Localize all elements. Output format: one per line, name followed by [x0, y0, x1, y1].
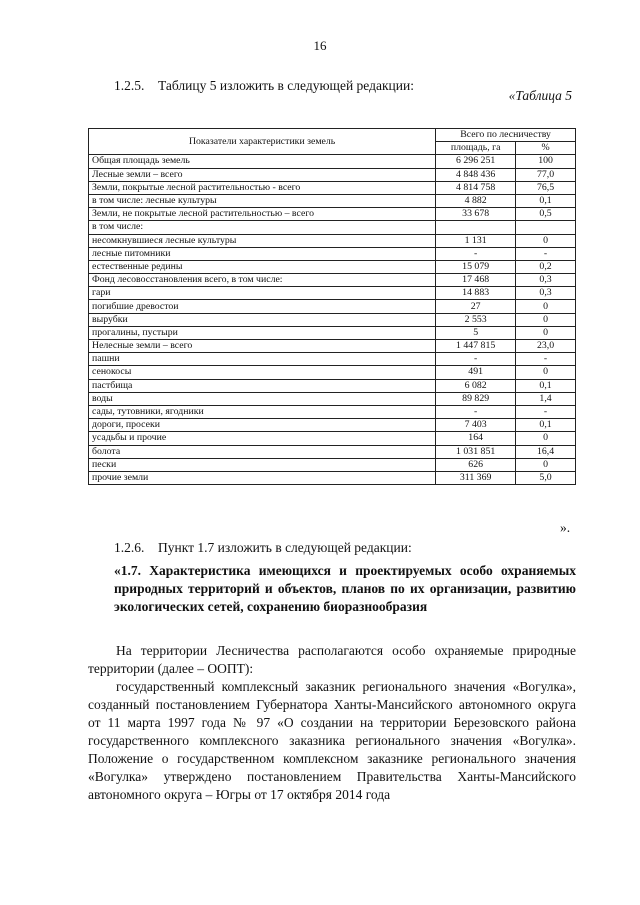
- page-number: 16: [313, 38, 327, 53]
- table-row: [89, 274, 576, 287]
- row-indicator: усадьбы и прочие: [89, 432, 436, 445]
- row-percent: 5,0: [516, 471, 576, 484]
- row-area: 4 882: [436, 194, 516, 207]
- row-percent: 100: [516, 155, 576, 168]
- table-row: [89, 458, 576, 471]
- row-indicator: болота: [89, 445, 436, 458]
- table-row: [89, 445, 576, 458]
- row-percent: 23,0: [516, 340, 576, 353]
- table-row: [89, 313, 576, 326]
- table-row: [89, 353, 576, 366]
- row-indicator: Нелесные земли – всего: [89, 340, 436, 353]
- row-area: 1 031 851: [436, 445, 516, 458]
- table-row: [89, 260, 576, 273]
- table-row: [89, 405, 576, 418]
- row-percent: 0,1: [516, 379, 576, 392]
- row-percent: 77,0: [516, 168, 576, 181]
- paragraph-oopt-intro: На территории Лесничества располагаются особо охраняемые природные территории (далее – ООПТ):: [88, 643, 576, 676]
- row-percent: -: [516, 353, 576, 366]
- item-number: 1.2.5.: [114, 78, 145, 93]
- table-row: [89, 366, 576, 379]
- row-indicator: в том числе: лесные культуры: [89, 194, 436, 207]
- row-area: 311 369: [436, 471, 516, 484]
- row-percent: 0,5: [516, 208, 576, 221]
- row-percent: 0: [516, 300, 576, 313]
- table-row: [89, 471, 576, 484]
- row-area: 5: [436, 326, 516, 339]
- row-percent: 0: [516, 313, 576, 326]
- table-caption: «Таблица 5: [508, 88, 572, 103]
- table-row: [89, 155, 576, 168]
- row-indicator: в том числе:: [89, 221, 436, 234]
- row-area: 4 814 758: [436, 181, 516, 194]
- row-area: 1 447 815: [436, 340, 516, 353]
- row-percent: 0: [516, 366, 576, 379]
- row-indicator: пастбища: [89, 379, 436, 392]
- row-percent: 0: [516, 234, 576, 247]
- row-indicator: Земли, не покрытые лесной растительностью – всего: [89, 208, 436, 221]
- table-row: [89, 432, 576, 445]
- table-row: [89, 168, 576, 181]
- row-percent: 76,5: [516, 181, 576, 194]
- row-percent: 0,3: [516, 274, 576, 287]
- row-indicator: сады, тутовники, ягодники: [89, 405, 436, 418]
- row-indicator: вырубки: [89, 313, 436, 326]
- row-indicator: гари: [89, 287, 436, 300]
- row-indicator: пашни: [89, 353, 436, 366]
- row-percent: 16,4: [516, 445, 576, 458]
- row-area: -: [436, 405, 516, 418]
- row-area: 27: [436, 300, 516, 313]
- row-area: 1 131: [436, 234, 516, 247]
- row-area: 14 883: [436, 287, 516, 300]
- table-row: [89, 194, 576, 207]
- row-indicator: прочие земли: [89, 471, 436, 484]
- table-row: [89, 300, 576, 313]
- row-area: 7 403: [436, 419, 516, 432]
- row-area: -: [436, 353, 516, 366]
- table-row: [89, 419, 576, 432]
- row-percent: 0: [516, 458, 576, 471]
- item-1-2-5: [114, 78, 414, 94]
- row-area: 33 678: [436, 208, 516, 221]
- row-area: 17 468: [436, 274, 516, 287]
- row-area: 491: [436, 366, 516, 379]
- section-heading: «1.7. Характеристика имеющихся и проектируемых особо охраняемых природных территорий и объектов, планов по их организации, развитию экологических сетей, сохранению биоразнообразия: [114, 563, 576, 614]
- row-indicator: Земли, покрытые лесной растительностью - всего: [89, 181, 436, 194]
- row-area: 2 553: [436, 313, 516, 326]
- land-characteristics-table: [88, 128, 576, 485]
- row-area: 164: [436, 432, 516, 445]
- header-area: площадь, га: [436, 142, 516, 155]
- row-indicator: дороги, просеки: [89, 419, 436, 432]
- header-percent: %: [516, 142, 576, 155]
- row-indicator: естественные редины: [89, 260, 436, 273]
- item-number: 1.2.6.: [114, 540, 145, 555]
- row-percent: 1,4: [516, 392, 576, 405]
- table-row: [89, 379, 576, 392]
- row-percent: -: [516, 405, 576, 418]
- closing-quote: ».: [560, 520, 571, 535]
- row-area: 626: [436, 458, 516, 471]
- row-percent: [516, 221, 576, 234]
- item-text: Таблицу 5 изложить в следующей редакции:: [158, 78, 414, 93]
- row-indicator: Общая площадь земель: [89, 155, 436, 168]
- table-row: [89, 287, 576, 300]
- table-row: [89, 326, 576, 339]
- table-row: [89, 247, 576, 260]
- row-indicator: пески: [89, 458, 436, 471]
- row-area: 89 829: [436, 392, 516, 405]
- row-indicator: Лесные земли – всего: [89, 168, 436, 181]
- row-indicator: несомкнувшиеся лесные культуры: [89, 234, 436, 247]
- row-area: 6 296 251: [436, 155, 516, 168]
- row-indicator: воды: [89, 392, 436, 405]
- row-area: -: [436, 247, 516, 260]
- row-percent: 0,2: [516, 260, 576, 273]
- header-group: Всего по лесничеству: [436, 129, 576, 142]
- table-body: [89, 155, 576, 485]
- row-percent: 0,3: [516, 287, 576, 300]
- row-percent: -: [516, 247, 576, 260]
- row-percent: 0: [516, 326, 576, 339]
- header-indicator: Показатели характеристики земель: [89, 129, 436, 155]
- item-1-2-6: [114, 540, 412, 556]
- table-row: [89, 181, 576, 194]
- table-row: [89, 340, 576, 353]
- row-indicator: лесные питомники: [89, 247, 436, 260]
- table-row: [89, 392, 576, 405]
- table-row: [89, 221, 576, 234]
- row-percent: 0,1: [516, 419, 576, 432]
- row-indicator: погибшие древостои: [89, 300, 436, 313]
- paragraph-vogulka: государственный комплексный заказник регионального значения «Вогулка», созданный постановлением Губернатора Ханты-Мансийского автономного округа от 11 марта 1997 года № 97 «О создании на территории Березовского района государственного комплексного заказника регионального значения «Вогулка». Положение о государственном комплексном заказнике регионального значения «Вогулка» утверждено постановлением Правительства Ханты-Мансийского автономного округа – Югры от 17 октября 2014 года: [88, 679, 576, 802]
- row-area: 15 079: [436, 260, 516, 273]
- row-percent: 0,1: [516, 194, 576, 207]
- table-row: [89, 234, 576, 247]
- row-area: 4 848 436: [436, 168, 516, 181]
- item-text: Пункт 1.7 изложить в следующей редакции:: [158, 540, 412, 555]
- row-percent: 0: [516, 432, 576, 445]
- row-area: [436, 221, 516, 234]
- row-indicator: прогалины, пустыри: [89, 326, 436, 339]
- row-area: 6 082: [436, 379, 516, 392]
- row-indicator: сенокосы: [89, 366, 436, 379]
- row-indicator: Фонд лесовосстановления всего, в том числе:: [89, 274, 436, 287]
- table-row: [89, 208, 576, 221]
